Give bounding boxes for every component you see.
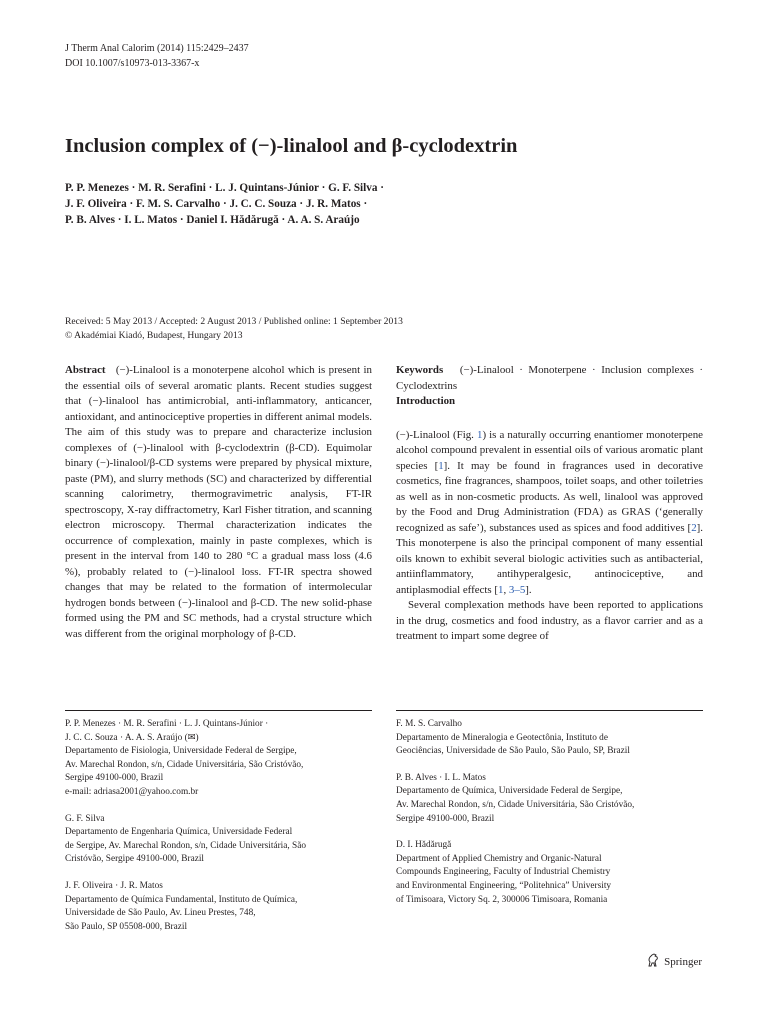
reference-link[interactable]: 3–5 bbox=[508, 583, 526, 596]
keywords bbox=[396, 363, 703, 394]
author-list bbox=[65, 180, 384, 228]
reference-link[interactable]: 1 bbox=[498, 583, 504, 596]
introduction-paragraph-1: (−)-Linalool (Fig. 1) is a naturally occurring enantiomer monoterpene alcohol compound prevalent in essential oils of various aromatic plant species [1]. It may be found in fragrances used in decorative cosmetics, fine fragrances, shampoos, toilet soaps, and other toiletries as well as in non-cosmetic products. As well, linalool was approved by the Food and Drug Administration (FDA) as GRAS (‘generally recognized as safe’), substances used as spices and food additives [2]. This monoterpene is also the principal component of many essential oils known to exhibit several biologic activities such as antibacterial, antiinflammatory, antihyperalgesic, antinociceptive, and antiplasmodial effects [1, 3–5]. bbox=[396, 428, 703, 596]
author-line: J. F. Oliveira · F. M. S. Carvalho · J. C. C. Souza · J. R. Matos · bbox=[65, 198, 368, 210]
springer-horse-icon bbox=[646, 953, 660, 970]
affiliation-block: G. F. Silva Departamento de Engenharia Química, Universidade Federal de Sergipe, Av. Marechal Rondon, s/n, Cidade Universitária, São Cristóvão, Sergipe 49100-000, Brazil bbox=[65, 813, 306, 865]
abstract-text: (−)-Linalool is a monoterpene alcohol which is present in the essential oils of several aromatic plants. Recent studies suggest that (−)-linalool has antimicrobial, anti-inflammatory, anticancer, antioxidant, and antinociceptive properties in different animal models. The aim of this study was to prepare and characterize inclusion complexes of (−)-linalool with β-cyclodextrin (β-CD). Equimolar binary (−)-linalool/β-CD systems were prepared by physical mixture, paste (PM), and slurry methods (SC) and characterized by differential scanning calorimetry, thermogravimetric analysis, FT-IR spectroscopy, X-ray diffractometry, Karl Fisher titration, and scanning electron microscopy. Thermal characterization indicates the occurrence of complexation, mainly in paste complexes, which is present in the interval from 140 to 280 °C a gradual mass loss (4.6 %), probably related to (−)-linalool loss. FT-IR spectra showed changes that may be related to the formation of intermolecular hydrogen bonds between (−)-linalool and β-CD. The new solid-phase formed using the PM and SC methods, had a crystal structure which was different from the original morphology of β-CD. bbox=[65, 364, 372, 640]
footnote-divider bbox=[65, 710, 372, 711]
affiliation-block: P. B. Alves · I. L. Matos Departamento de Química, Universidade Federal de Sergipe, Av. Marechal Rondon, s/n, Cidade Universitária, São Cristóvão, Sergipe 49100-000, Brazil bbox=[396, 772, 635, 824]
introduction-paragraph-2: Several complexation methods have been reported to applications in the drug, cosmetics and food industry, as a flavor carrier and as a treatment to impart some degree of bbox=[396, 599, 703, 642]
citation: J Therm Anal Calorim (2014) 115:2429–2437 bbox=[65, 43, 249, 54]
affiliation-block: J. F. Oliveira · J. R. Matos Departamento de Química Fundamental, Instituto de Química, Universidade de São Paulo, Av. Lineu Prestes, 748, São Paulo, SP 05508-000, Brazil bbox=[65, 880, 298, 932]
affiliation-block: D. I. Hădărugă Department of Applied Chemistry and Organic-Natural Compounds Engineering, Faculty of Industrial Chemistry and Environmental Engineering, “Politehnica” University of Timisoara, Victory Sq. 2, 300006 Timisoara, Romania bbox=[396, 840, 612, 905]
email-link[interactable]: e-mail: adriasa2001@yahoo.com.br bbox=[65, 786, 199, 797]
reference-link[interactable]: 1 bbox=[438, 459, 444, 472]
publisher-name: Springer bbox=[664, 955, 702, 968]
affiliation-block: F. M. S. Carvalho Departamento de Mineralogia e Geotectônia, Instituto de Geociências, Universidade de São Paulo, São Paulo, SP, Brazil bbox=[396, 719, 630, 757]
keywords-label: Keywords bbox=[396, 364, 444, 376]
publisher-logo bbox=[646, 953, 702, 970]
author-line: P. B. Alves · I. L. Matos · Daniel I. Hădărugă · A. A. S. Araújo bbox=[65, 214, 360, 226]
date-history: Received: 5 May 2013 / Accepted: 2 August 2013 / Published online: 1 September 2013 bbox=[65, 316, 403, 327]
copyright: © Akadémiai Kiadó, Budapest, Hungary 2013 bbox=[65, 330, 243, 341]
abstract bbox=[65, 363, 372, 642]
doi: DOI 10.1007/s10973-013-3367-x bbox=[65, 58, 200, 69]
figure-link[interactable]: 1 bbox=[476, 428, 483, 441]
author-line: P. P. Menezes · M. R. Serafini · L. J. Quintans-Júnior · G. F. Silva · bbox=[65, 182, 384, 194]
right-column bbox=[396, 363, 703, 645]
abstract-label: Abstract bbox=[65, 364, 106, 376]
keywords-text: (−)-Linalool · Monoterpene · Inclusion complexes · Cyclodextrins bbox=[396, 364, 703, 392]
introduction-heading: Introduction bbox=[396, 395, 456, 407]
affiliations-right bbox=[396, 718, 703, 920]
reference-link[interactable]: 2 bbox=[691, 521, 697, 534]
article-title: Inclusion complex of (−)-linalool and β-cyclodextrin bbox=[65, 135, 518, 157]
journal-header bbox=[65, 41, 249, 71]
footnote-divider bbox=[396, 710, 703, 711]
publication-dates bbox=[65, 315, 403, 343]
affiliation-block: P. P. Menezes · M. R. Serafini · L. J. Quintans-Júnior · J. C. C. Souza · A. A. S. Araújo (✉) Departamento de Fisiologia, Universidade Federal de Sergipe, Av. Marechal Rondon, s/n, Cidade Universitária, São Cristóvão, Sergipe 49100-000, Brazil e-mail: adriasa2001@yahoo.com.br bbox=[65, 718, 372, 800]
affiliations-left bbox=[65, 718, 372, 947]
